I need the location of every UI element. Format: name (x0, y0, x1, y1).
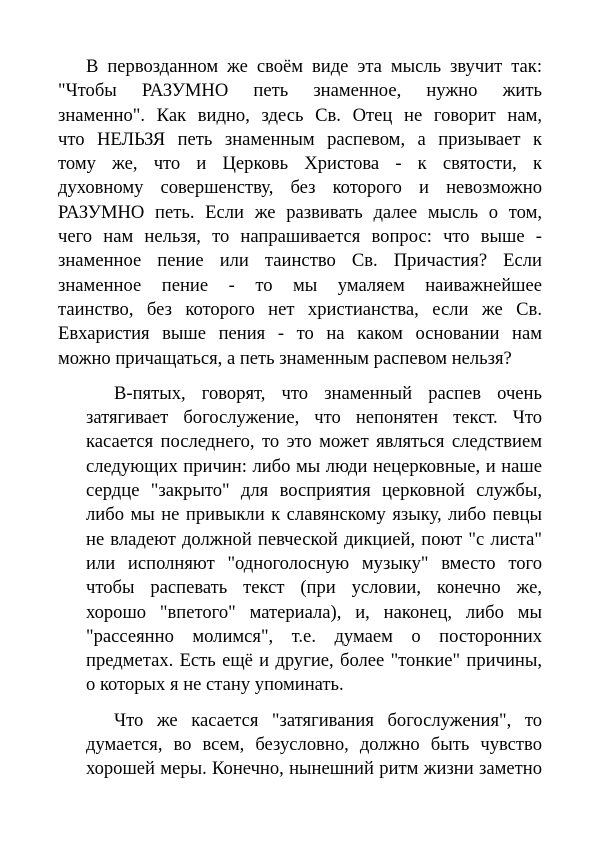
body-text (58, 55, 542, 782)
text-line: В первозданном же своём виде эта мысль звучит так: (86, 56, 542, 77)
text-line: Что же касается "затягивания богослужения", то (114, 709, 542, 731)
text-line: хорошо "впетого" материала), и, наконец, либо мы (86, 601, 542, 623)
text-line: хорошей меры. Конечно, нынешний ритм жизни заметно (86, 758, 542, 780)
text-line: сердце "закрыто" для восприятия церковной службы, (86, 480, 542, 502)
paragraph-3 (58, 709, 542, 782)
text-line: касается последнего, то это может являться следствием (86, 431, 542, 453)
text-line: либо мы не привыкли к славянскому языку, либо певцы (86, 504, 542, 526)
text-line: думается, во всем, безусловно, должно быть чувство (86, 734, 542, 756)
text-line: чтобы распевать текст (при условии, конечно же, (86, 577, 542, 599)
text-line: Евхаристия выше пения - то на каком основании нам (58, 323, 542, 345)
text-line: не владеют должной певческой дикцией, поют "с листа" (86, 528, 542, 550)
text-line: затягивает богослужение, что непонятен текст. Что (86, 407, 542, 429)
text-line: "Чтобы РАЗУМНО петь знаменное, нужно жить (58, 80, 542, 102)
paragraph-2 (58, 382, 542, 698)
paragraph-1 (58, 55, 542, 371)
text-line: предметах. Есть ещё и другие, более "тонкие" причины, (86, 650, 542, 672)
text-line: можно причащаться, а петь знаменным распевом нельзя? (58, 347, 512, 369)
text-line: знаменно". Как видно, здесь Св. Отец не говорит нам, (58, 104, 542, 126)
text-line: "рассеянно молимся", т.е. думаем о посторонних (86, 625, 542, 647)
text-line: что НЕЛЬЗЯ петь знаменным распевом, а призывает к (58, 128, 542, 150)
text-line: знаменное пение - то мы умаляем наиважнейшее (58, 274, 542, 296)
text-line: чего нам нельзя, то напрашивается вопрос: что выше - (58, 226, 542, 248)
text-line: В-пятых, говорят, что знаменный распев очень (114, 382, 542, 404)
text-line: следующих причин: либо мы люди нецерковные, и наше (86, 455, 542, 477)
text-line: духовному совершенству, без которого и невозможно (58, 177, 542, 199)
text-line: тому же, что и Церковь Христова - к святости, к (58, 153, 542, 175)
text-line: знаменное пение или таинство Св. Причастия? Если (58, 250, 542, 272)
text-line: о которых я не стану упоминать. (86, 674, 344, 696)
text-line: РАЗУМНО петь. Если же развивать далее мысль о том, (58, 201, 542, 223)
text-line: таинство, без которого нет христианства, если же Св. (58, 298, 542, 320)
text-line: или исполняют "одноголосную музыку" вместо того (86, 552, 542, 574)
